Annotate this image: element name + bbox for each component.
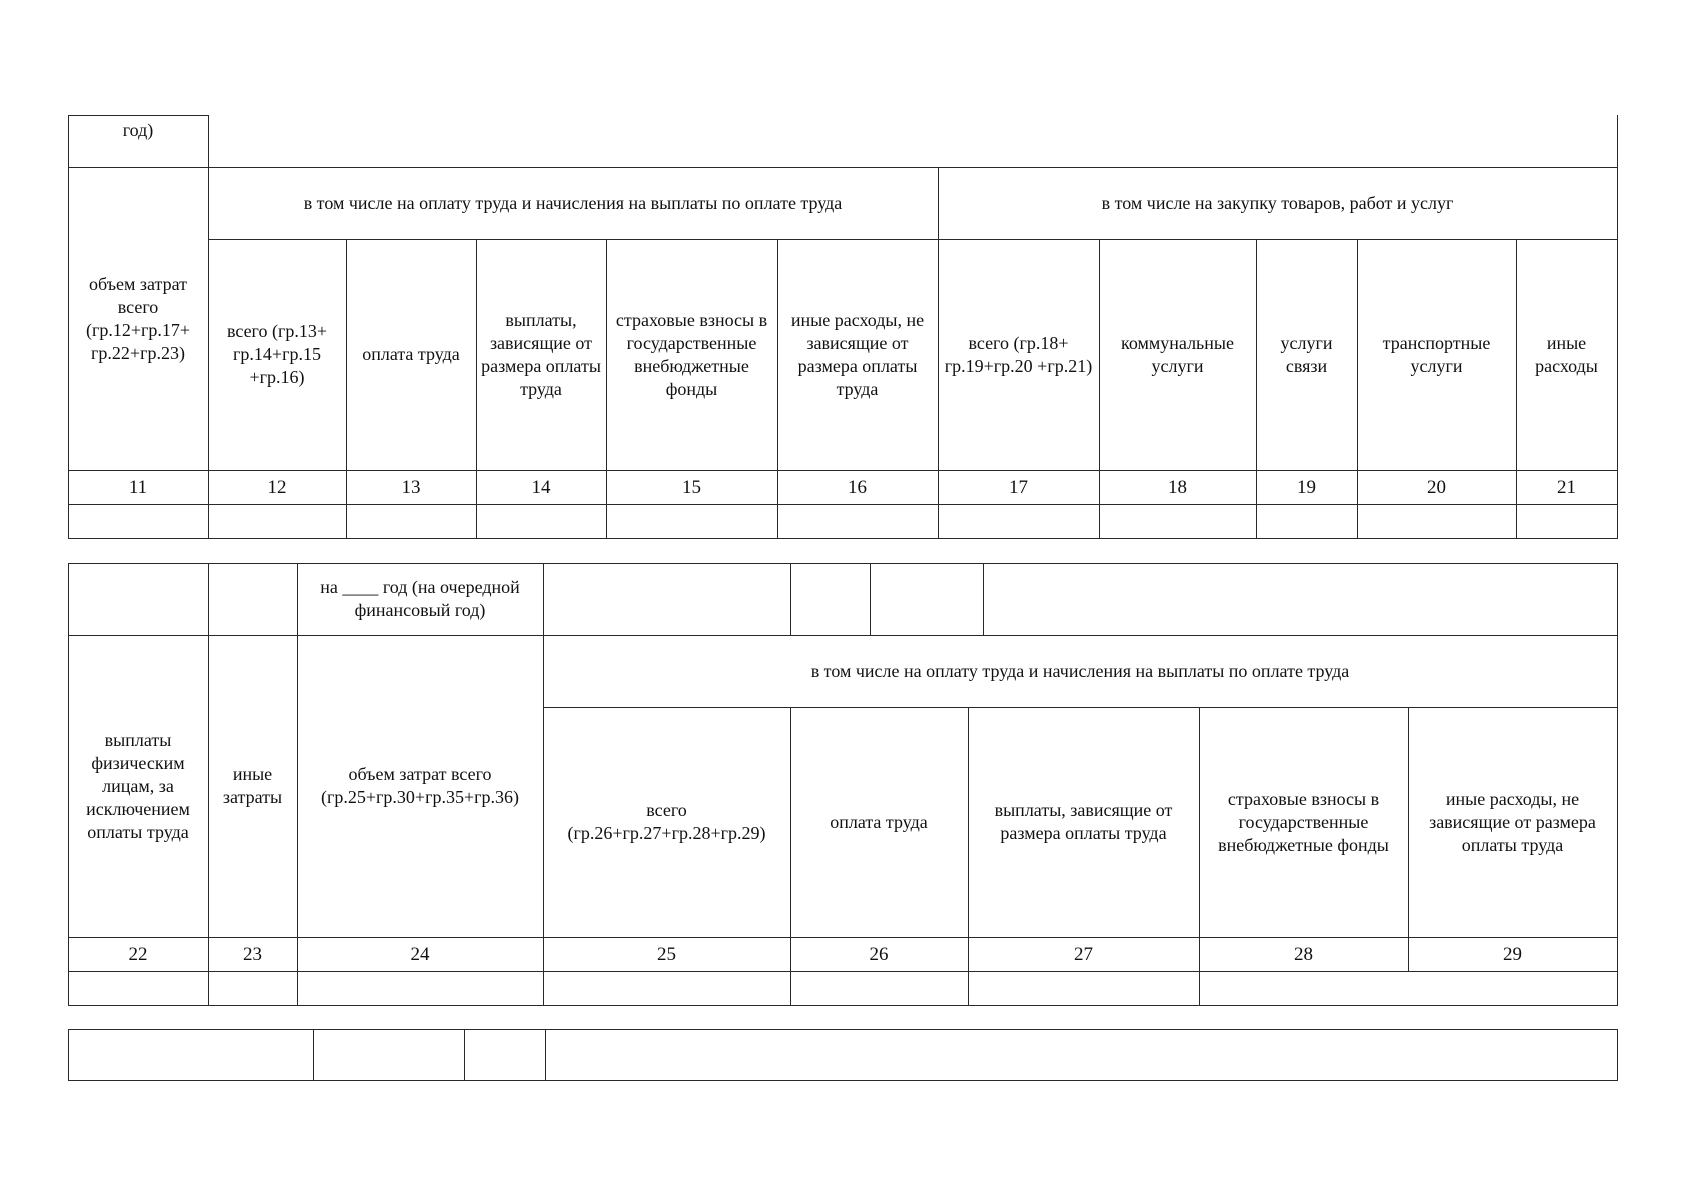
table-border <box>68 504 1618 505</box>
header-col-28: страховые взносы в государственные внебюджетные фонды <box>1218 788 1389 855</box>
table-border <box>313 1029 314 1081</box>
column-number: 25 <box>657 943 676 965</box>
column-number: 19 <box>1297 476 1316 498</box>
header-col-16: иные расходы, не зависящие от размера оплаты труда <box>790 309 925 399</box>
column-number: 22 <box>128 943 148 965</box>
column-number: 29 <box>1503 943 1522 965</box>
group-header-purchase: в том числе на закупку товаров, работ и услуг <box>1101 192 1454 213</box>
column-number: 18 <box>1168 476 1187 498</box>
header-col-22: выплаты физическим лицам, за исключением оплаты труда <box>86 729 190 842</box>
column-number: 28 <box>1294 943 1313 965</box>
column-number: 23 <box>243 943 262 965</box>
column-number: 17 <box>1009 476 1028 498</box>
table-border <box>870 563 871 635</box>
group-header-labor: в том числе на оплату труда и начисления на выплаты по оплате труда <box>303 192 843 213</box>
table-border <box>1617 115 1618 539</box>
header-col-27: выплаты, зависящие от размера оплаты труда <box>994 800 1173 843</box>
table-border <box>68 1005 1618 1006</box>
header-col-20: транспортные услуги <box>1382 332 1491 376</box>
header-col-23: иные затраты <box>222 764 283 807</box>
column-number: 20 <box>1427 476 1446 498</box>
table-border <box>1617 563 1618 1006</box>
table-border <box>68 538 1618 539</box>
header-col-21: иные расходы <box>1535 332 1598 376</box>
column-number: 21 <box>1557 476 1576 498</box>
table-border <box>790 563 791 635</box>
column-number: 12 <box>267 476 287 498</box>
header-col-11: объем затрат всего (гр.12+гр.17+ гр.22+гр.23) <box>85 273 191 363</box>
header-col-24: объем затрат всего (гр.25+гр.30+гр.35+гр.36) <box>321 764 519 807</box>
column-number: 13 <box>401 476 421 498</box>
table-border <box>1617 1029 1618 1081</box>
header-col-13: оплата труда <box>362 344 460 364</box>
column-number: 24 <box>410 943 430 965</box>
header-col-26: оплата труда <box>830 811 928 832</box>
column-number: 16 <box>848 476 867 498</box>
column-number: 27 <box>1074 943 1093 965</box>
table-border <box>68 1029 69 1081</box>
header-col-29: иные расходы, не зависящие от размера оплаты труда <box>1429 788 1596 855</box>
header-col-15: страховые взносы в государственные внебюджетные фонды <box>615 309 768 399</box>
header-planning-year: на ____ год (на очередной финансовый год) <box>320 577 520 620</box>
table-border <box>545 1029 546 1081</box>
header-col-17: всего (гр.18+ гр.19+гр.20 +гр.21) <box>944 332 1093 376</box>
group-header-labor: в том числе на оплату труда и начисления на выплаты по оплате труда <box>810 660 1350 681</box>
column-number: 11 <box>128 476 148 498</box>
column-number: 15 <box>682 476 701 498</box>
header-col-14: выплаты, зависящие от размера оплаты труда <box>481 309 601 399</box>
header-col-12: всего (гр.13+ гр.14+гр.15 +гр.16) <box>226 321 328 387</box>
table-border <box>68 1029 1618 1030</box>
column-number: 26 <box>869 943 889 965</box>
table-border <box>68 971 1618 972</box>
table-border <box>464 1029 465 1081</box>
table-border <box>983 563 984 635</box>
column-number: 14 <box>531 476 551 498</box>
header-fragment: год) <box>122 119 154 140</box>
header-col-25: всего (гр.26+гр.27+гр.28+гр.29) <box>567 800 766 843</box>
header-col-18: коммунальные услуги <box>1121 332 1234 376</box>
table-border <box>68 1080 1618 1081</box>
header-col-19: услуги связи <box>1280 332 1333 376</box>
